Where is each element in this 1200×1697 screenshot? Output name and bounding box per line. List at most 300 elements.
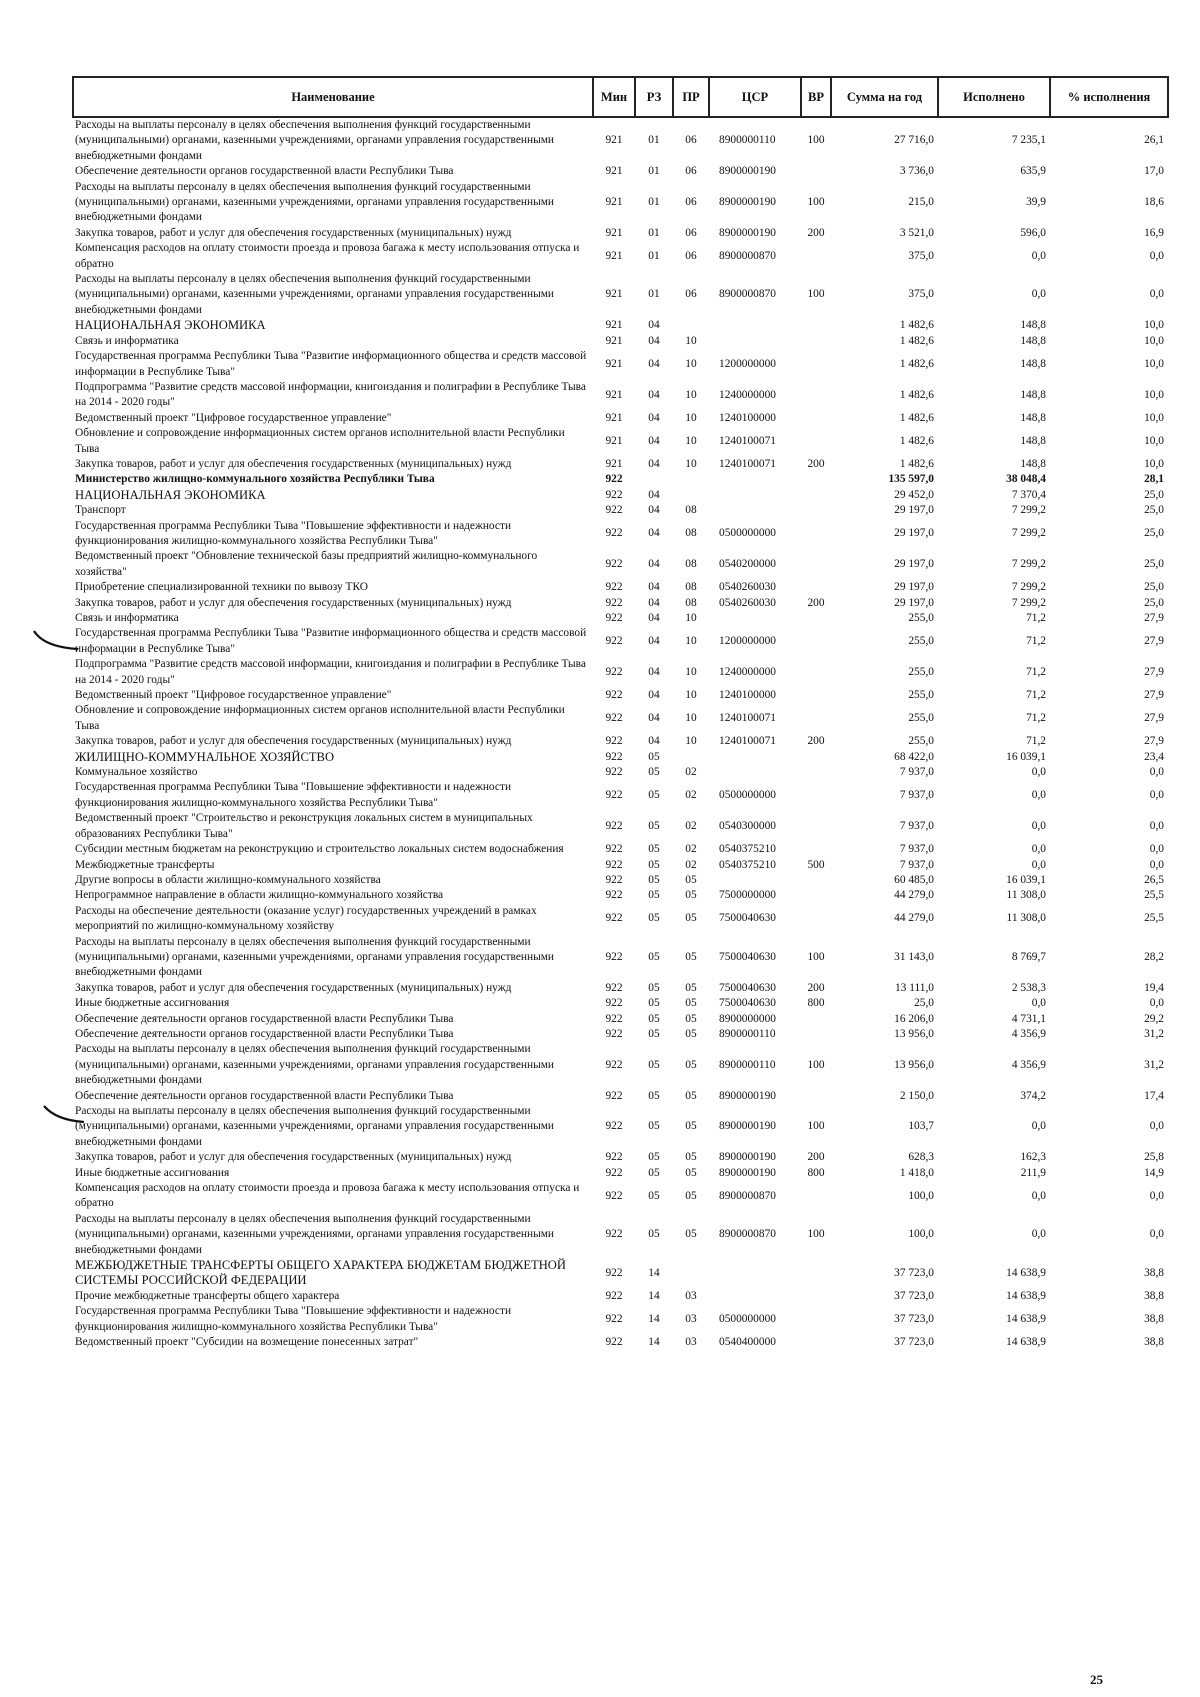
cell-execution-percent: 25,0 [1144, 488, 1164, 501]
header-section: РЗ [635, 77, 673, 117]
cell-subsection: 10 [685, 457, 697, 470]
header-ministry: Мин [593, 77, 635, 117]
cell-annual-sum: 103,7 [908, 1120, 934, 1133]
cell-section: 01 [648, 196, 660, 209]
cell-name: Иные бюджетные ассигнования [75, 1166, 230, 1179]
cell-annual-sum: 3 736,0 [899, 165, 934, 178]
cell-target-article: 0540300000 [719, 819, 776, 832]
table-row [73, 996, 1168, 1011]
cell-annual-sum: 29 197,0 [894, 558, 934, 571]
cell-subsection [673, 318, 709, 333]
cell-ministry: 922 [605, 843, 623, 856]
cell-name: Расходы на выплаты персоналу в целях обеспечения выполнения функций государственными (муниципальными) органами, казенными учреждениями, органами управления государственными внебюджетными фондами [75, 1105, 555, 1148]
cell-section: 05 [648, 789, 660, 802]
cell-execution-percent: 25,0 [1144, 504, 1164, 517]
cell-subsection: 02 [685, 843, 697, 856]
cell-executed: 2 538,3 [1011, 981, 1046, 994]
cell-executed: 0,0 [1031, 819, 1046, 832]
table-row [73, 1042, 1168, 1088]
cell-name: Закупка товаров, работ и услуг для обеспечения государственных (муниципальных) нужд [75, 457, 512, 470]
cell-section: 14 [648, 1266, 660, 1279]
cell-executed: 148,8 [1020, 357, 1046, 370]
cell-target-article [709, 488, 801, 503]
cell-executed: 7 235,1 [1011, 134, 1046, 147]
cell-name: Расходы на выплаты персоналу в целях обеспечения выполнения функций государственными (муниципальными) органами, казенными учреждениями, органами управления государственными внебюджетными фондами [75, 935, 555, 979]
cell-name: Закупка товаров, работ и услуг для обеспечения государственных (муниципальных) нужд [75, 226, 512, 239]
header-target-article: ЦСР [709, 77, 801, 117]
cell-execution-percent: 38,8 [1144, 1289, 1164, 1302]
cell-expense-type [801, 611, 831, 626]
cell-annual-sum: 13 956,0 [894, 1027, 934, 1040]
cell-subsection: 10 [685, 612, 697, 624]
cell-ministry: 921 [605, 165, 623, 178]
table-row [73, 750, 1168, 765]
cell-target-article [709, 472, 801, 487]
cell-executed: 0,0 [1031, 858, 1046, 871]
cell-ministry: 921 [605, 334, 623, 347]
cell-execution-percent: 17,4 [1144, 1089, 1164, 1102]
cell-expense-type: 200 [807, 735, 825, 748]
cell-annual-sum: 44 279,0 [894, 912, 934, 925]
cell-expense-type [801, 842, 831, 857]
cell-execution-percent: 27,9 [1144, 612, 1164, 624]
cell-annual-sum: 1 482,6 [899, 411, 934, 424]
cell-name: Обновление и сопровождение информационных систем органов исполнительной власти Республики Тыва [75, 704, 565, 732]
cell-expense-type: 100 [807, 1228, 825, 1241]
table-row [73, 180, 1168, 226]
cell-annual-sum: 29 197,0 [894, 527, 934, 540]
cell-target-article: 0540375210 [719, 843, 776, 856]
cell-section: 05 [648, 750, 660, 763]
cell-executed: 14 638,9 [1006, 1312, 1046, 1325]
cell-ministry: 922 [605, 504, 623, 517]
cell-target-article: 8900000190 [719, 1166, 776, 1179]
cell-target-article: 0540400000 [719, 1336, 776, 1349]
cell-subsection: 08 [685, 527, 697, 540]
cell-annual-sum: 25,0 [914, 997, 934, 1010]
table-row [73, 657, 1168, 688]
header-expense-type: ВР [801, 77, 831, 117]
cell-annual-sum: 255,0 [908, 712, 934, 725]
cell-ministry: 921 [605, 319, 623, 332]
cell-annual-sum: 29 452,0 [894, 488, 934, 501]
cell-name: Закупка товаров, работ и услуг для обеспечения государственных (муниципальных) нужд [75, 735, 512, 748]
cell-annual-sum: 255,0 [908, 665, 934, 678]
cell-ministry: 922 [605, 488, 623, 501]
cell-section: 05 [648, 1189, 660, 1202]
cell-name: НАЦИОНАЛЬНАЯ ЭКОНОМИКА [75, 487, 266, 502]
cell-expense-type: 200 [807, 226, 825, 239]
cell-expense-type [801, 1289, 831, 1304]
table-row [73, 765, 1168, 780]
cell-target-article: 1240000000 [719, 665, 776, 678]
cell-executed: 0,0 [1031, 1189, 1046, 1202]
cell-ministry: 921 [605, 357, 623, 370]
cell-section: 05 [648, 819, 660, 832]
table-row [73, 935, 1168, 981]
cell-execution-percent: 27,9 [1144, 735, 1164, 748]
cell-annual-sum: 255,0 [908, 612, 934, 624]
cell-section: 14 [648, 1289, 660, 1302]
cell-subsection: 05 [685, 1120, 697, 1133]
cell-section: 05 [648, 889, 660, 902]
cell-name: Расходы на выплаты персоналу в целях обеспечения выполнения функций государственными (муниципальными) органами, казенными учреждениями, органами управления государственными внебюджетными фондами [75, 1212, 555, 1256]
cell-subsection: 05 [685, 1228, 697, 1241]
cell-name: Государственная программа Республики Тыва "Развитие информационного общества и средств массовой информации в Республике Тыва" [75, 627, 587, 655]
cell-annual-sum: 2 150,0 [899, 1089, 934, 1102]
table-row [73, 519, 1168, 550]
cell-execution-percent: 0,0 [1149, 843, 1164, 856]
cell-annual-sum: 1 482,6 [899, 334, 934, 347]
cell-expense-type: 800 [807, 997, 825, 1010]
cell-expense-type [801, 1089, 831, 1104]
cell-ministry: 922 [605, 612, 623, 624]
cell-expense-type [801, 1027, 831, 1042]
cell-section: 04 [648, 319, 660, 332]
cell-name: Расходы на выплаты персоналу в целях обеспечения выполнения функций государственными (муниципальными) органами, казенными учреждениями, органами управления государственными внебюджетными фондами [75, 180, 555, 224]
cell-expense-type [801, 811, 831, 842]
cell-expense-type [801, 750, 831, 765]
budget-execution-table [72, 76, 1169, 1351]
table-row [73, 1289, 1168, 1304]
cell-expense-type [801, 411, 831, 426]
table-row [73, 1027, 1168, 1042]
cell-section: 05 [648, 981, 660, 994]
cell-execution-percent: 25,0 [1144, 527, 1164, 540]
cell-expense-type [801, 888, 831, 903]
cell-executed: 7 299,2 [1011, 504, 1046, 517]
table-header [73, 77, 1168, 117]
cell-executed: 71,2 [1026, 612, 1046, 624]
cell-expense-type [801, 657, 831, 688]
cell-executed: 7 299,2 [1011, 596, 1046, 609]
cell-ministry: 922 [605, 1089, 623, 1102]
cell-ministry: 921 [605, 411, 623, 424]
table-row [73, 472, 1168, 487]
cell-target-article: 7500000000 [719, 889, 776, 902]
cell-annual-sum: 29 197,0 [894, 596, 934, 609]
cell-annual-sum: 1 482,6 [899, 319, 934, 332]
cell-expense-type: 200 [807, 596, 825, 609]
cell-target-article: 0540260030 [719, 581, 776, 594]
cell-ministry: 922 [605, 1312, 623, 1325]
table-row [73, 1181, 1168, 1212]
cell-subsection: 05 [685, 1151, 697, 1164]
cell-target-article [709, 1289, 801, 1304]
cell-ministry: 921 [605, 288, 623, 301]
cell-name: Другие вопросы в области жилищно-коммунального хозяйства [75, 873, 381, 886]
cell-expense-type [801, 626, 831, 657]
cell-subsection: 02 [685, 766, 697, 779]
table-row [73, 1012, 1168, 1027]
cell-annual-sum: 29 197,0 [894, 581, 934, 594]
cell-target-article: 8900000190 [719, 1089, 776, 1102]
cell-target-article: 8900000110 [719, 1058, 776, 1071]
cell-target-article: 7500040630 [719, 981, 776, 994]
cell-expense-type: 800 [807, 1166, 825, 1179]
cell-expense-type [801, 703, 831, 734]
cell-subsection: 10 [685, 689, 697, 702]
cell-target-article: 8900000110 [719, 134, 776, 147]
cell-section: 04 [648, 689, 660, 702]
cell-subsection: 10 [685, 434, 697, 447]
cell-execution-percent: 10,0 [1144, 434, 1164, 447]
cell-subsection: 05 [685, 889, 697, 902]
cell-subsection: 05 [685, 981, 697, 994]
table-row [73, 1335, 1168, 1350]
cell-execution-percent: 19,4 [1144, 981, 1164, 994]
cell-execution-percent: 10,0 [1144, 334, 1164, 347]
table-row [73, 1212, 1168, 1258]
pen-mark-2 [40, 1100, 95, 1130]
cell-expense-type [801, 318, 831, 333]
cell-executed: 162,3 [1020, 1151, 1046, 1164]
cell-target-article: 8900000870 [719, 288, 776, 301]
cell-executed: 0,0 [1031, 249, 1046, 262]
cell-executed: 14 638,9 [1006, 1289, 1046, 1302]
cell-executed: 0,0 [1031, 766, 1046, 779]
cell-expense-type [801, 164, 831, 179]
cell-section: 05 [648, 950, 660, 963]
table-row [73, 164, 1168, 179]
cell-execution-percent: 17,0 [1144, 165, 1164, 178]
cell-ministry: 922 [605, 1151, 623, 1164]
cell-target-article: 1240000000 [719, 388, 776, 401]
cell-target-article: 8900000870 [719, 249, 776, 262]
cell-annual-sum: 44 279,0 [894, 889, 934, 902]
cell-executed: 0,0 [1031, 997, 1046, 1010]
cell-ministry: 921 [605, 388, 623, 401]
cell-expense-type [801, 1304, 831, 1335]
cell-ministry: 922 [605, 1120, 623, 1133]
cell-section: 04 [648, 434, 660, 447]
cell-executed: 71,2 [1026, 635, 1046, 648]
cell-section: 04 [648, 334, 660, 347]
cell-target-article: 7500040630 [719, 950, 776, 963]
cell-target-article [709, 611, 801, 626]
cell-ministry: 922 [605, 858, 623, 871]
cell-subsection: 03 [685, 1312, 697, 1325]
cell-executed: 0,0 [1031, 789, 1046, 802]
cell-subsection: 10 [685, 635, 697, 648]
cell-name: Компенсация расходов на оплату стоимости проезда и провоза багажа к месту использования отпуска и обратно [75, 1182, 580, 1210]
cell-target-article: 1200000000 [719, 635, 776, 648]
cell-expense-type [801, 780, 831, 811]
cell-execution-percent: 10,0 [1144, 319, 1164, 332]
table-body [73, 117, 1168, 1351]
cell-executed: 596,0 [1020, 226, 1046, 239]
cell-annual-sum: 255,0 [908, 735, 934, 748]
cell-expense-type: 100 [807, 1058, 825, 1071]
cell-subsection: 05 [685, 1189, 697, 1202]
cell-expense-type [801, 580, 831, 595]
table-row [73, 503, 1168, 518]
cell-expense-type [801, 904, 831, 935]
cell-execution-percent: 27,9 [1144, 635, 1164, 648]
cell-execution-percent: 38,8 [1144, 1312, 1164, 1325]
cell-execution-percent: 25,0 [1144, 558, 1164, 571]
cell-ministry: 921 [605, 196, 623, 209]
cell-ministry: 922 [605, 1058, 623, 1071]
cell-subsection: 06 [685, 196, 697, 209]
cell-ministry: 922 [605, 1228, 623, 1241]
cell-name: Расходы на обеспечение деятельности (оказание услуг) государственных учреждений в рамках мероприятий по жилищно-коммунальному хозяйству [75, 904, 537, 933]
table-row [73, 703, 1168, 734]
cell-subsection: 02 [685, 858, 697, 871]
cell-executed: 635,9 [1020, 165, 1046, 178]
cell-execution-percent: 38,8 [1144, 1336, 1164, 1349]
cell-section: 04 [648, 596, 660, 609]
cell-annual-sum: 29 197,0 [894, 504, 934, 517]
cell-ministry: 921 [605, 226, 623, 239]
cell-execution-percent: 25,5 [1144, 912, 1164, 925]
cell-target-article: 0540200000 [719, 558, 776, 571]
cell-executed: 4 356,9 [1011, 1058, 1046, 1071]
cell-ministry: 921 [605, 249, 623, 262]
cell-annual-sum: 1 418,0 [899, 1166, 934, 1179]
cell-section: 04 [648, 357, 660, 370]
cell-target-article [709, 503, 801, 518]
cell-section: 05 [648, 766, 660, 779]
cell-subsection: 03 [685, 1289, 697, 1302]
cell-executed: 0,0 [1031, 843, 1046, 856]
cell-execution-percent: 10,0 [1144, 357, 1164, 370]
cell-target-article [709, 334, 801, 349]
cell-executed: 148,8 [1020, 434, 1046, 447]
cell-annual-sum: 1 482,6 [899, 357, 934, 370]
cell-execution-percent: 26,5 [1144, 873, 1164, 886]
cell-name: Непрограммное направление в области жилищно-коммунального хозяйства [75, 889, 444, 902]
cell-executed: 148,8 [1020, 334, 1046, 347]
cell-name: Закупка товаров, работ и услуг для обеспечения государственных (муниципальных) нужд [75, 1151, 512, 1164]
cell-execution-percent: 28,1 [1144, 473, 1164, 486]
cell-expense-type [801, 503, 831, 518]
cell-subsection [673, 750, 709, 765]
cell-annual-sum: 1 482,6 [899, 457, 934, 470]
cell-execution-percent: 0,0 [1149, 249, 1164, 262]
cell-target-article [709, 873, 801, 888]
table-row [73, 457, 1168, 472]
table-row [73, 688, 1168, 703]
cell-ministry: 922 [605, 635, 623, 648]
cell-ministry: 922 [605, 1189, 623, 1202]
cell-subsection [673, 472, 709, 487]
cell-expense-type [801, 380, 831, 411]
cell-executed: 7 299,2 [1011, 527, 1046, 540]
cell-name: Приобретение специализированной техники по вывозу ТКО [75, 581, 369, 594]
pen-mark-1 [30, 625, 85, 655]
cell-execution-percent: 18,6 [1144, 196, 1164, 209]
cell-subsection: 10 [685, 334, 697, 347]
table-row [73, 380, 1168, 411]
cell-name: Обеспечение деятельности органов государственной власти Республики Тыва [75, 1027, 454, 1040]
cell-expense-type: 100 [807, 134, 825, 147]
cell-execution-percent: 29,2 [1144, 1012, 1164, 1025]
cell-expense-type [801, 349, 831, 380]
cell-expense-type: 100 [807, 288, 825, 301]
cell-annual-sum: 60 485,0 [894, 873, 934, 886]
table-row [73, 858, 1168, 873]
cell-ministry: 922 [605, 997, 623, 1010]
table-row [73, 117, 1168, 164]
cell-execution-percent: 25,8 [1144, 1151, 1164, 1164]
table-row [73, 1089, 1168, 1104]
cell-annual-sum: 31 143,0 [894, 950, 934, 963]
cell-annual-sum: 1 482,6 [899, 434, 934, 447]
cell-execution-percent: 10,0 [1144, 411, 1164, 424]
cell-execution-percent: 16,9 [1144, 226, 1164, 239]
cell-annual-sum: 628,3 [908, 1151, 934, 1164]
cell-ministry: 922 [605, 981, 623, 994]
cell-annual-sum: 68 422,0 [894, 750, 934, 763]
table-row [73, 811, 1168, 842]
table-row [73, 241, 1168, 272]
cell-execution-percent: 0,0 [1149, 1120, 1164, 1133]
cell-subsection: 10 [685, 357, 697, 370]
cell-section: 01 [648, 288, 660, 301]
header-name: Наименование [73, 77, 593, 117]
table-row [73, 904, 1168, 935]
cell-annual-sum: 16 206,0 [894, 1012, 934, 1025]
table-row [73, 1150, 1168, 1165]
cell-target-article: 8900000870 [719, 1228, 776, 1241]
cell-subsection [673, 1258, 709, 1289]
header-subsection: ПР [673, 77, 709, 117]
cell-target-article: 8900000190 [719, 226, 776, 239]
cell-section: 04 [648, 635, 660, 648]
cell-name: Закупка товаров, работ и услуг для обеспечения государственных (муниципальных) нужд [75, 596, 512, 609]
cell-execution-percent: 38,8 [1144, 1266, 1164, 1279]
cell-execution-percent: 10,0 [1144, 457, 1164, 470]
cell-subsection: 05 [685, 1027, 697, 1040]
cell-ministry: 921 [605, 434, 623, 447]
cell-annual-sum: 255,0 [908, 689, 934, 702]
cell-execution-percent: 14,9 [1144, 1166, 1164, 1179]
cell-name: Расходы на выплаты персоналу в целях обеспечения выполнения функций государственными (муниципальными) органами, казенными учреждениями, органами управления государственными внебюджетными фондами [75, 119, 555, 162]
cell-target-article [709, 1258, 801, 1289]
cell-ministry: 921 [605, 134, 623, 147]
cell-section: 04 [648, 735, 660, 748]
cell-executed: 8 769,7 [1011, 950, 1046, 963]
cell-executed: 16 039,1 [1006, 750, 1046, 763]
cell-subsection: 05 [685, 997, 697, 1010]
cell-subsection: 05 [685, 950, 697, 963]
cell-annual-sum: 255,0 [908, 635, 934, 648]
cell-name: Государственная программа Республики Тыва "Развитие информационного общества и средств массовой информации в Республике Тыва" [75, 350, 587, 378]
cell-executed: 148,8 [1020, 411, 1046, 424]
cell-name: Подпрограмма "Развитие средств массовой информации, книгоиздания и полиграфии в Республике Тыва на 2014 - 2020 годы" [75, 380, 586, 409]
table-row [73, 1166, 1168, 1181]
cell-expense-type [801, 1012, 831, 1027]
cell-subsection: 08 [685, 596, 697, 609]
cell-executed: 14 638,9 [1006, 1266, 1046, 1279]
cell-section: 05 [648, 1089, 660, 1102]
cell-name: Государственная программа Республики Тыва "Повышение эффективности и надежности функционирования жилищно-коммунального хозяйства Республики Тыва" [75, 781, 512, 809]
cell-executed: 0,0 [1031, 1228, 1046, 1241]
cell-ministry: 922 [605, 581, 623, 594]
cell-name: Субсидии местным бюджетам на реконструкцию и строительство локальных систем водоснабжения [75, 843, 564, 856]
table-row [73, 226, 1168, 241]
cell-executed: 4 731,1 [1011, 1012, 1046, 1025]
cell-section: 05 [648, 1120, 660, 1133]
cell-annual-sum: 3 521,0 [899, 226, 934, 239]
cell-section: 05 [648, 1151, 660, 1164]
cell-name: Ведомственный проект "Обновление технической базы предприятий жилищно-коммунального хозяйства" [75, 550, 538, 578]
cell-target-article: 8900000190 [719, 165, 776, 178]
cell-section: 05 [648, 997, 660, 1010]
cell-executed: 211,9 [1020, 1166, 1046, 1179]
cell-target-article: 8900000190 [719, 196, 776, 209]
